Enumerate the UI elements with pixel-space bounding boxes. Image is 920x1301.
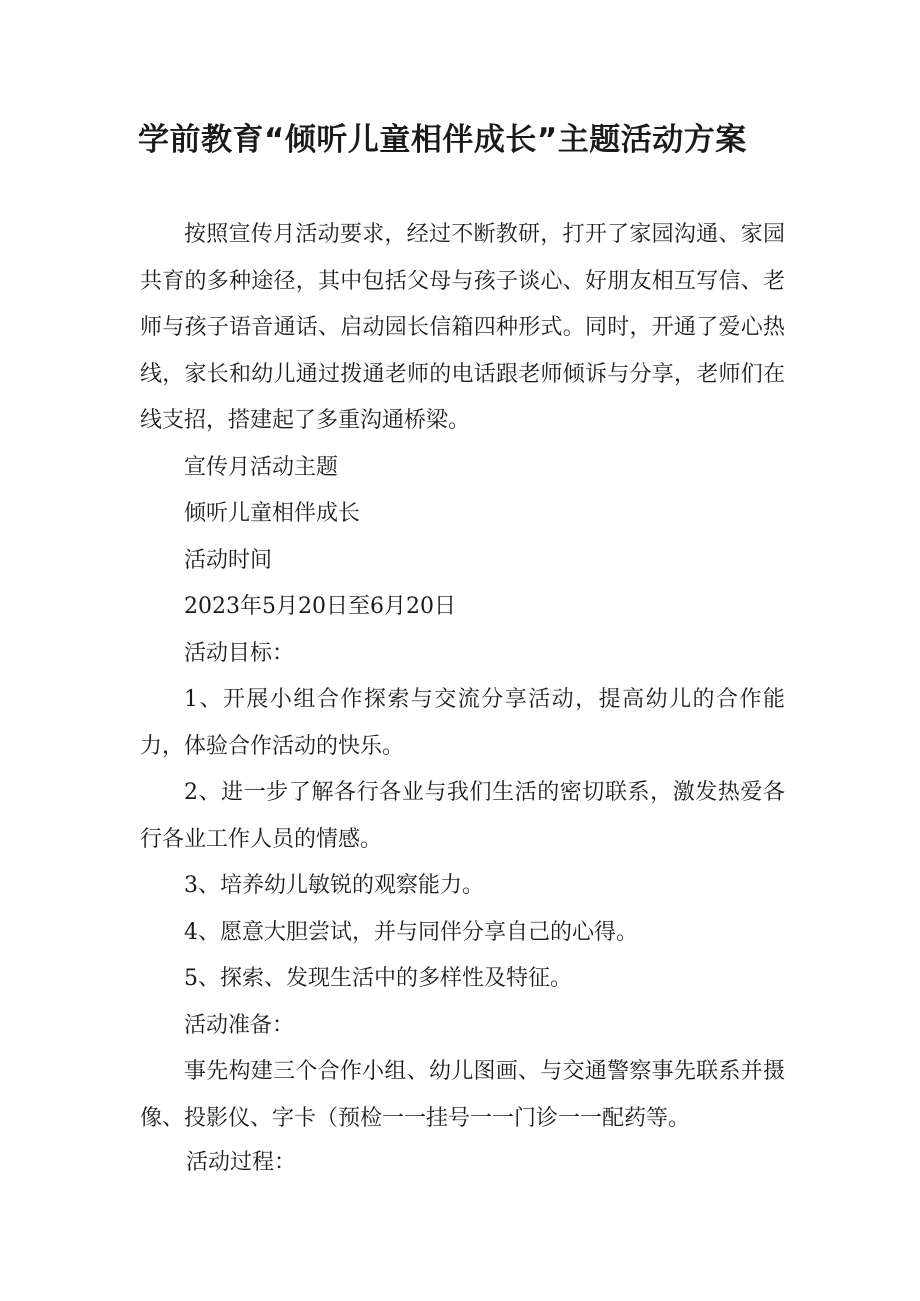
goal-item-1: 1、开展小组合作探索与交流分享活动，提高幼儿的合作能力，体验合作活动的快乐。	[140, 687, 785, 759]
preparation-heading: 活动准备：	[184, 1012, 295, 1038]
goal-item-3: 3、培养幼儿敏锐的观察能力。	[184, 873, 484, 898]
process-heading: 活动过程：	[186, 1150, 297, 1175]
goal-item-4: 4、愿意大胆尝试，并与同伴分享自己的心得。	[184, 919, 638, 945]
theme-text: 倾听儿童相伴成长	[184, 501, 361, 526]
goal-item-5: 5、探索、发现生活中的多样性及特征。	[184, 966, 572, 991]
preparation-text: 事先构建三个合作小组、幼儿图画、与交通警察事先联系并摄像、投影仪、字卡（预检一一挂号一一门诊一一配药等。	[140, 1059, 785, 1131]
document-title: 学前教育“倾听儿童相伴成长”主题活动方案	[138, 122, 747, 158]
time-heading: 活动时间	[184, 547, 273, 573]
time-text: 2023年5月20日至6月20日	[184, 594, 456, 619]
theme-heading: 宣传月活动主题	[184, 454, 339, 480]
document-body	[140, 212, 785, 1184]
goal-item-2: 2、进一步了解各行各业与我们生活的密切联系，激发热爱各行各业工作人员的情感。	[140, 780, 785, 852]
goals-heading: 活动目标：	[184, 640, 295, 666]
intro-paragraph: 按照宣传月活动要求，经过不断教研，打开了家园沟通、家园共育的多种途径，其中包括父母与孩子谈心、好朋友相互写信、老师与孩子语音通话、启动园长信箱四种形式。同时，开通了爱心热线，家长和幼儿通过拨通老师的电话跟老师倾诉与分享，老师们在线支招，搭建起了多重沟通桥梁。	[140, 222, 785, 433]
